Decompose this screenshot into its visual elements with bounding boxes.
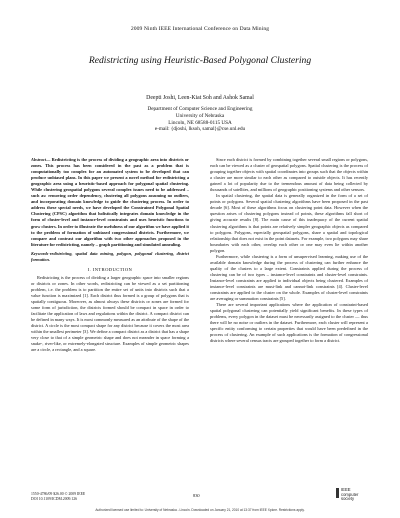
abstract-label: Abstract — [31, 157, 46, 162]
intro-paragraph: Redistricting is the process of dividing a larger geographic space into smaller regions or districts or zones. In other words, redistricting can be viewed as a set partitioning problem, i.e. the problem is to partition the entire set of units into districts such that a value function is maximized [1]. Each district thus formed is a group of polygons that is spatially contiguous. Moreover, as almost always these districts or zones are formed for some form of jurisdiction, the districts formed should be compact in space in order to facilitate the application of laws and regulations within the district. A compact district can be defined in many ways. It is most commonly measured as an attribute of the shape of the district. A circle is the most compact shape for any district because it covers the most area within the smallest perimeter [3]. We define a compact district as a district that has a shape very close to that of a simple geometric shape and does not meander in space forming a snake-, river-like, or extremely-elongated structure. Examples of simple geometric shapes are a circle, a rectangle, and a square. — [31, 274, 189, 353]
affiliation-block — [0, 106, 400, 133]
ieee-computer-society-logo — [336, 488, 370, 502]
affiliation-department: Department of Computer Science and Engineering — [147, 106, 253, 112]
keywords-text: spatial data mining, polygon, polygonal clustering, district formation. — [31, 250, 189, 262]
page-number: 830 — [193, 493, 200, 498]
body-paragraph: In spatial clustering, the spatial data is generally organized in the form of a set of points or polygons. Several spatial clustering algorithms have been proposed in the past decade [6]. Most of these algorithms focus on clustering point data. However when the question arises of clustering polygons instead of points, these algorithms fall short of giving accurate results [8]. The main cause of this inadequacy of the current spatial clustering algorithms is that points are relatively simpler geographic objects as compared to polygons. Polygons, especially geospatial polygons, share a spatial and topological relationship that does not exist in the point datasets. For example, two polygons may share boundaries with each other, overlap each other or one may even lie within another polygon. — [210, 193, 368, 253]
abstract — [31, 157, 189, 248]
keywords-label: Keywords-redistricting, — [31, 250, 73, 256]
body-paragraph: There are several important applications where the application of constraint-based spatial polygonal clustering can potentially yield significant benefits. In these types of problems, every polygon in the dataset must be necessarily assigned to the cluster — thus there will be no noise or outliers in the dataset. Furthermore, each cluster will represent a specific entity conforming to certain properties that would have been predefined in the process of clustering. An example of such applications is the formation of congressional districts where several census tracts are grouped together to form a district. — [210, 302, 368, 344]
author-list: Deepti Joshi, Leen-Kiat Soh and Ashok Samal — [146, 95, 254, 101]
logo-mark-icon — [336, 488, 339, 498]
logo-prefix: IEEE — [341, 487, 351, 492]
logo-word-computer: computer — [341, 491, 359, 497]
body-paragraph: Furthermore, while clustering is a form of unsupervised learning, making use of the available domain knowledge during the process of clustering can further enhance the quality of the clusters to a large extent. Constraints applied during the process of clustering can be of two types – instance-level constraints and cluster-level constraints. Instance-level constraints are applied to individual objects being clustered. Examples of instance-level constraints are must-link and cannot-link constraints [4]. Cluster-level constraints are applied to the cluster on the whole. Examples of cluster-level constraints are averaging or summation constraints [5]. — [210, 253, 368, 302]
copyright-line: 1550-4786/09 $26.00 © 2009 IEEE — [31, 492, 86, 496]
body-paragraph: Since each district is formed by combining together several small regions or polygons, each can be viewed as a cluster of geospatial polygons. Spatial clustering is the process of grouping together objects with spatial coordinates into groups such that the objects within a cluster are more similar to each other as compared to outside objects. It has recently gained a lot of popularity due to the tremendous amount of data being collected by thousands of satellites, and millions of geographic positioning systems and other sensors. — [210, 157, 368, 193]
doi-line: DOI 10.1109/ICDM.2009.126 — [31, 497, 78, 501]
logo-word-society: society — [341, 496, 355, 502]
section-heading-introduction: I. INTRODUCTION — [87, 266, 133, 272]
left-column — [31, 157, 189, 457]
keywords — [31, 251, 189, 263]
affiliation-email: e-mail: {djoshi, lksoh, samal}@cse.unl.edu — [154, 126, 246, 133]
copyright-footer — [31, 492, 85, 502]
affiliation-address: Lincoln, NE 68588-0115 USA — [168, 119, 232, 126]
abstract-text: — Redistricting is the process of dividing a geographic area into districts or zones. This process has been considered in the past as a problem that is computationally too complex for an automated system to be developed that can produce unbiased plans. In this paper we present a novel method for redistricting a geographic area using a heuristic-based approach for polygonal spatial clustering. While clustering geospatial polygons several complex issues need to be addressed – such as: removing order dependency, clustering all polygons assuming no outliers, and incorporating domain knowledge to guide the clustering process. In order to address these special needs, we have developed the Constrained Polygonal Spatial Clustering (CPSC) algorithm that holistically integrates domain knowledge in the form of cluster-level and instance-level constraints and uses heuristic functions to grow clusters. In order to illustrate the usefulness of our algorithm we have applied it to the problem of formation of unbiased congressional districts. Furthermore, we compare and contrast our algorithm with two other approaches proposed in the literature for redistricting, namely – graph partitioning and simulated annealing. — [31, 157, 189, 247]
authorized-use-note: Authorized licensed use limited to: University of Nebraska - Lincoln. Downloaded on January 21, 2010 at 13:37 from IEEE Xplore. Restrictions apply. — [95, 508, 305, 512]
affiliation-university: University of Nebraska — [175, 112, 225, 119]
right-column — [210, 157, 368, 475]
conference-header: 2009 Ninth IEEE International Conference on Data Mining — [130, 26, 270, 32]
paper-title: Redistricting using Heuristic-Based Polygonal Clustering — [88, 55, 312, 66]
